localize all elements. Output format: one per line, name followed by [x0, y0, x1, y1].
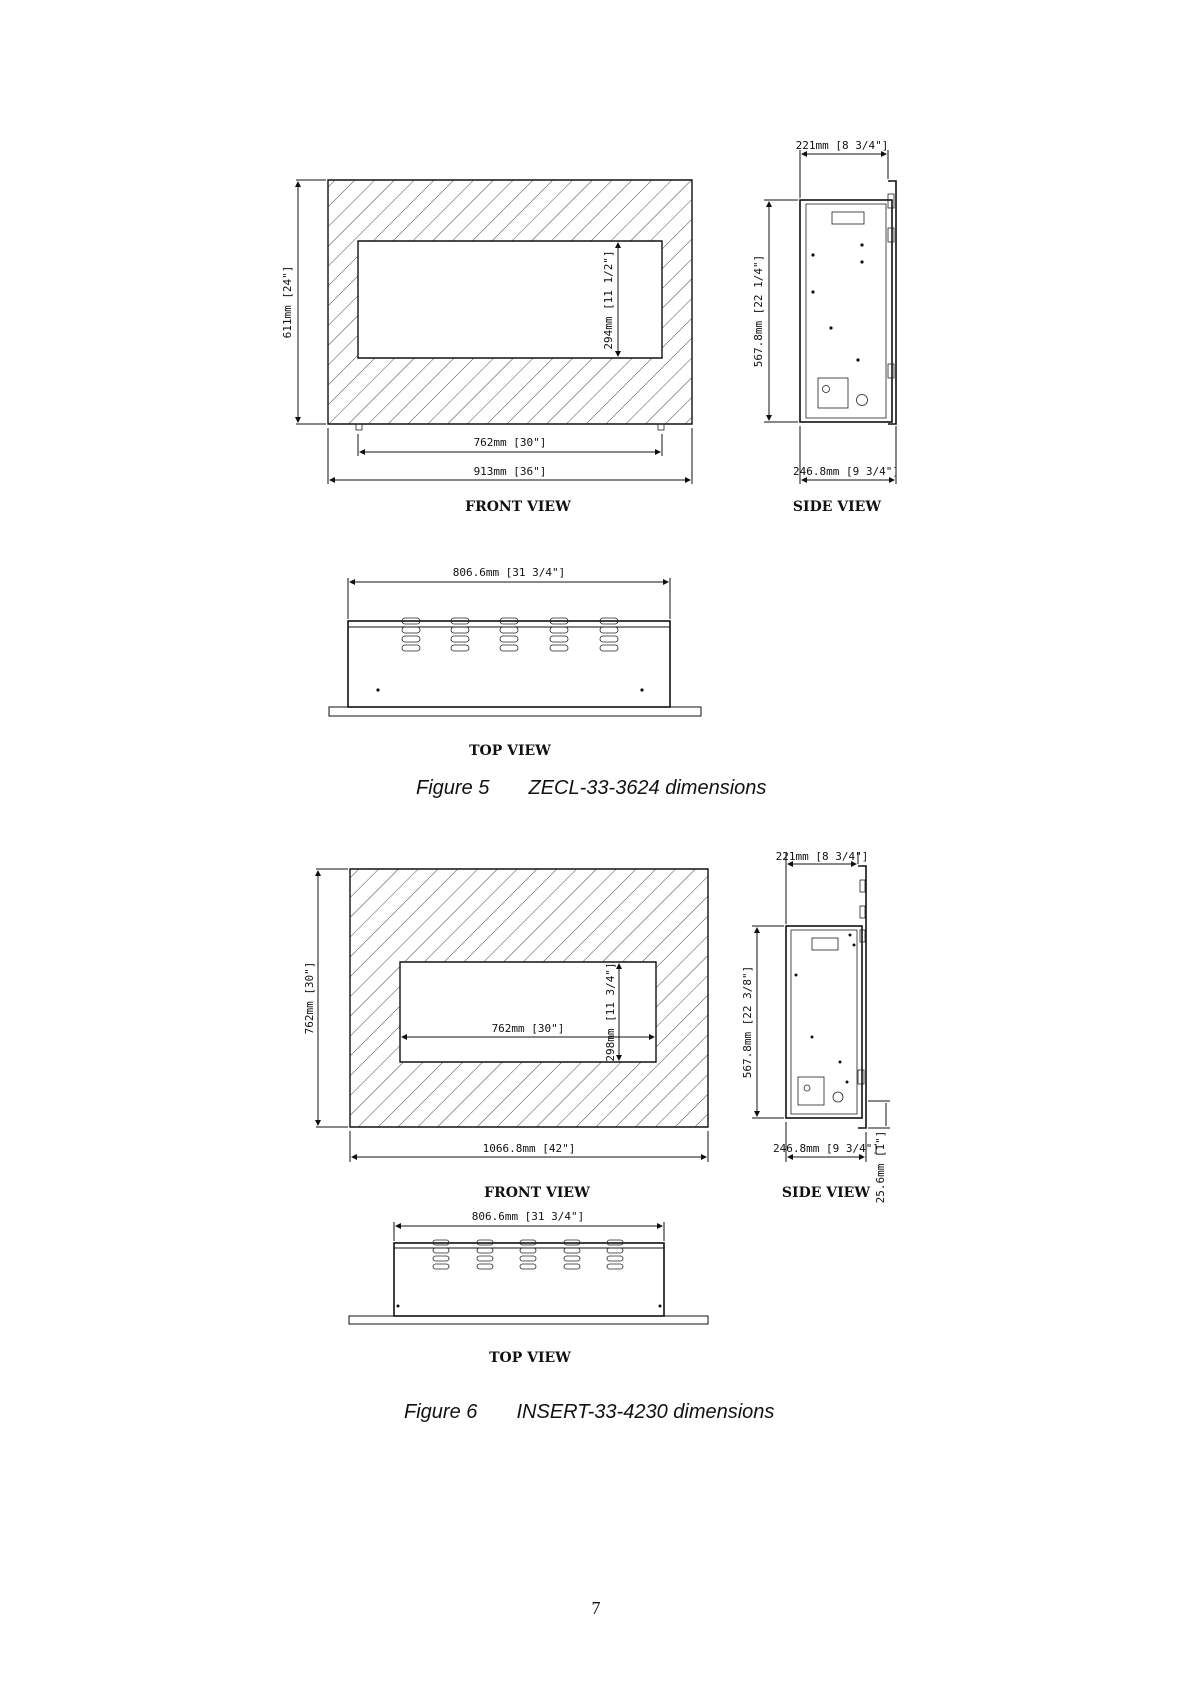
fig6-side-height-dim: 567.8mm [22 3/8"] — [741, 965, 754, 1079]
figure6-side-view — [741, 850, 890, 1203]
fig5-top-view-label: TOP VIEW — [469, 743, 551, 759]
fig6-side-bottom-dim: 246.8mm [9 3/4"] — [773, 1142, 879, 1155]
fig5-opening-height-dim: 294mm [11 1/2"] — [602, 250, 615, 350]
fig6-side-view-label: SIDE VIEW — [781, 1185, 871, 1201]
figure5-drawing — [281, 139, 899, 759]
fig5-opening-width-dim: 762mm [30"] — [473, 436, 547, 449]
figure5-side-view — [752, 139, 899, 515]
fig6-side-flange-dim: 25.6mm [1"] — [874, 1130, 887, 1204]
fig5-front-height-dim: 611mm [24"] — [281, 265, 294, 339]
fig6-front-height-dim: 762mm [30"] — [303, 961, 316, 1035]
fig6-width-dim: 1066.8mm [42"] — [482, 1142, 576, 1155]
fig5-front-view-label: FRONT VIEW — [465, 499, 571, 515]
fig6-front-view-label: FRONT VIEW — [484, 1185, 590, 1201]
fig5-top-width-dim: 806.6mm [31 3/4"] — [452, 566, 566, 579]
fig5-side-top-dim: 221mm [8 3/4"] — [795, 139, 889, 152]
figure6-drawing — [303, 850, 890, 1366]
figure5-top-view — [329, 566, 701, 759]
fig6-opening-width-dim: 762mm [30"] — [491, 1022, 565, 1035]
figure5-caption-title: ZECL-33-3624 dimensions — [528, 777, 767, 799]
figure6-caption-number: Figure 6 — [404, 1401, 478, 1423]
fig6-side-top-dim: 221mm [8 3/4"] — [775, 850, 869, 863]
figure6-front-view — [303, 869, 708, 1201]
fig5-width-dim: 913mm [36"] — [473, 465, 547, 478]
fig5-side-view-label: SIDE VIEW — [792, 499, 882, 515]
fig6-top-width-dim: 806.6mm [31 3/4"] — [471, 1210, 585, 1223]
fig6-opening-height-dim: 298mm [11 3/4"] — [604, 962, 617, 1062]
fig5-side-height-dim: 567.8mm [22 1/4"] — [752, 254, 765, 368]
fig5-side-bottom-dim: 246.8mm [9 3/4"] — [793, 465, 899, 478]
figure5-front-view — [281, 180, 692, 515]
figure6-top-view — [349, 1210, 708, 1366]
page-number: 7 — [591, 1598, 601, 1618]
figure5-caption-number: Figure 5 — [416, 777, 490, 799]
figure6-caption — [404, 1401, 774, 1424]
fig6-top-view-label: TOP VIEW — [489, 1350, 571, 1366]
figure5-caption — [416, 777, 766, 800]
figure6-caption-title: INSERT-33-4230 dimensions — [516, 1401, 775, 1423]
